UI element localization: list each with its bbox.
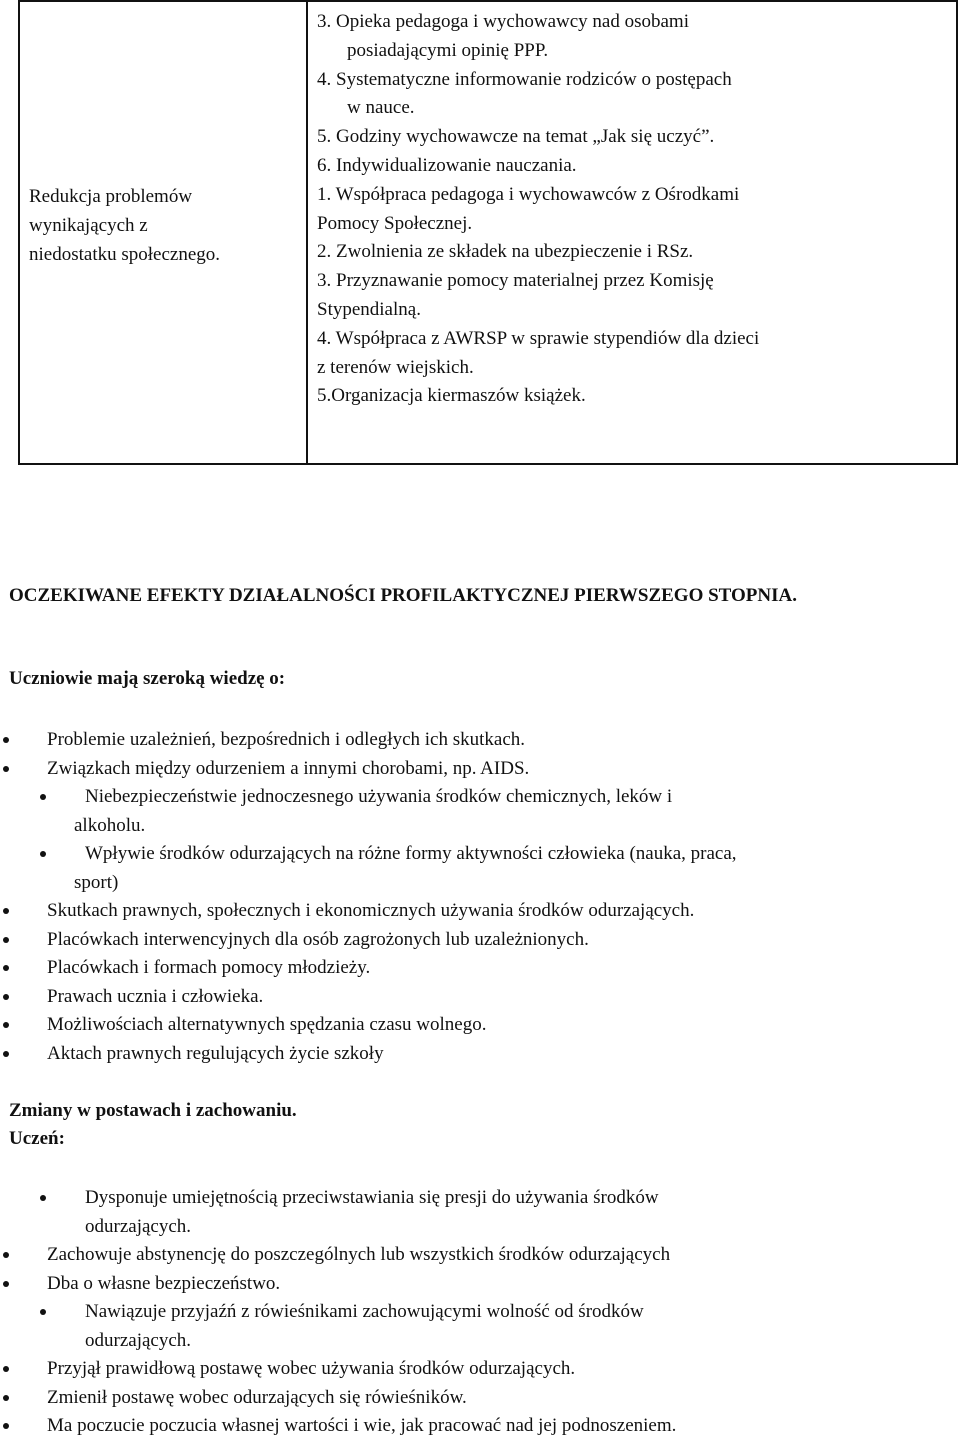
goal-line: niedostatku społecznego. (29, 244, 221, 265)
action-line: Stypendialną. (317, 298, 421, 320)
bullet-icon (3, 1423, 9, 1429)
changes-heading (9, 1097, 297, 1153)
list-item: Nawiązuje przyjaźń z rówieśnikami zachowującymi wolność od środków odurzających. (0, 1298, 960, 1355)
list-item: Dysponuje umiejętnością przeciwstawiania się presji do używania środków odurzających. (0, 1184, 960, 1241)
action-line: 2. Zwolnienia ze składek na ubezpieczenie i RSz. (317, 241, 694, 263)
list-item: Placówkach i formach pomocy młodzieży. (0, 954, 960, 983)
list-item: Zmienił postawę wobec odurzających się rówieśników. (0, 1384, 960, 1413)
goal-line: wynikających z (29, 215, 148, 236)
action-line: w nauce. (347, 97, 415, 119)
list-item: Dba o własne bezpieczeństwo. (0, 1270, 960, 1299)
bullet-icon (3, 737, 9, 743)
list-item: Ma poczucie poczucia własnej wartości i wie, jak pracować nad jej podnoszeniem. (0, 1412, 960, 1441)
goal-line: Redukcja problemów (29, 186, 193, 207)
list-item: Prawach ucznia i człowieka. (0, 983, 960, 1012)
bullet-icon (3, 766, 9, 772)
action-line: 6. Indywidualizowanie nauczania. (317, 154, 577, 176)
list-item: Przyjął prawidłową postawę wobec używania środków odurzających. (0, 1355, 960, 1384)
section-heading: OCZEKIWANE EFEKTY DZIAŁALNOŚCI PROFILAKTYCZNEJ PIERWSZEGO STOPNIA. (9, 585, 797, 606)
bullet-icon (40, 851, 46, 857)
list-item: Aktach prawnych regulujących życie szkoły (0, 1040, 960, 1069)
action-line: 3. Opieka pedagoga i wychowawcy nad osobami (317, 11, 689, 32)
changes-list (0, 1184, 960, 1441)
table-cell-actions (307, 1, 957, 464)
bullet-icon (3, 1395, 9, 1401)
bullet-icon (3, 1366, 9, 1372)
bullet-icon (3, 1252, 9, 1258)
bullet-icon (3, 965, 9, 971)
bullet-icon (3, 994, 9, 1000)
bullet-icon (40, 1309, 46, 1315)
changes-title: Zmiany w postawach i zachowaniu. (9, 1100, 297, 1121)
knowledge-title: Uczniowie mają szeroką wiedzę o: (9, 668, 286, 689)
action-line: 3. Przyznawanie pomocy materialnej przez Komisję (317, 270, 714, 292)
list-item: Skutkach prawnych, społecznych i ekonomicznych używania środków odurzających. (0, 897, 960, 926)
bullet-icon (3, 908, 9, 914)
action-line: 4. Systematyczne informowanie rodziców o postępach (317, 68, 732, 90)
bullet-icon (3, 1022, 9, 1028)
activity-table (18, 0, 958, 465)
action-line: Pomocy Społecznej. (317, 212, 473, 234)
table-row (19, 1, 957, 464)
list-item: Problemie uzależnień, bezpośrednich i odległych ich skutkach. (0, 726, 960, 755)
list-item: Możliwościach alternatywnych spędzania czasu wolnego. (0, 1011, 960, 1040)
table-cell-goal (19, 1, 307, 464)
list-item: Wpływie środków odurzających na różne formy aktywności człowieka (nauka, praca, sport) (0, 840, 960, 897)
bullet-icon (3, 1281, 9, 1287)
changes-subtitle: Uczeń: (9, 1128, 65, 1149)
action-line: posiadającymi opinię PPP. (347, 39, 549, 61)
knowledge-list (0, 726, 960, 1068)
action-line: 5. Godziny wychowawcze na temat „Jak się uczyć”. (317, 126, 715, 148)
list-item: Zachowuje abstynencję do poszczególnych lub wszystkich środków odurzających (0, 1241, 960, 1270)
action-line: 5.Organizacja kiermaszów książek. (317, 385, 586, 407)
bullet-icon (3, 1051, 9, 1057)
list-item: Związkach między odurzeniem a innymi chorobami, np. AIDS. (0, 755, 960, 784)
action-line: 4. Współpraca z AWRSP w sprawie stypendiów dla dzieci (317, 327, 760, 349)
bullet-icon (40, 794, 46, 800)
list-item: Placówkach interwencyjnych dla osób zagrożonych lub uzależnionych. (0, 926, 960, 955)
bullet-icon (40, 1195, 46, 1201)
bullet-icon (3, 937, 9, 943)
action-line: z terenów wiejskich. (317, 356, 474, 378)
action-line: 1. Współpraca pedagoga i wychowawców z Ośrodkami (317, 183, 740, 205)
list-item: Niebezpieczeństwie jednoczesnego używania środków chemicznych, leków i alkoholu. (0, 783, 960, 840)
